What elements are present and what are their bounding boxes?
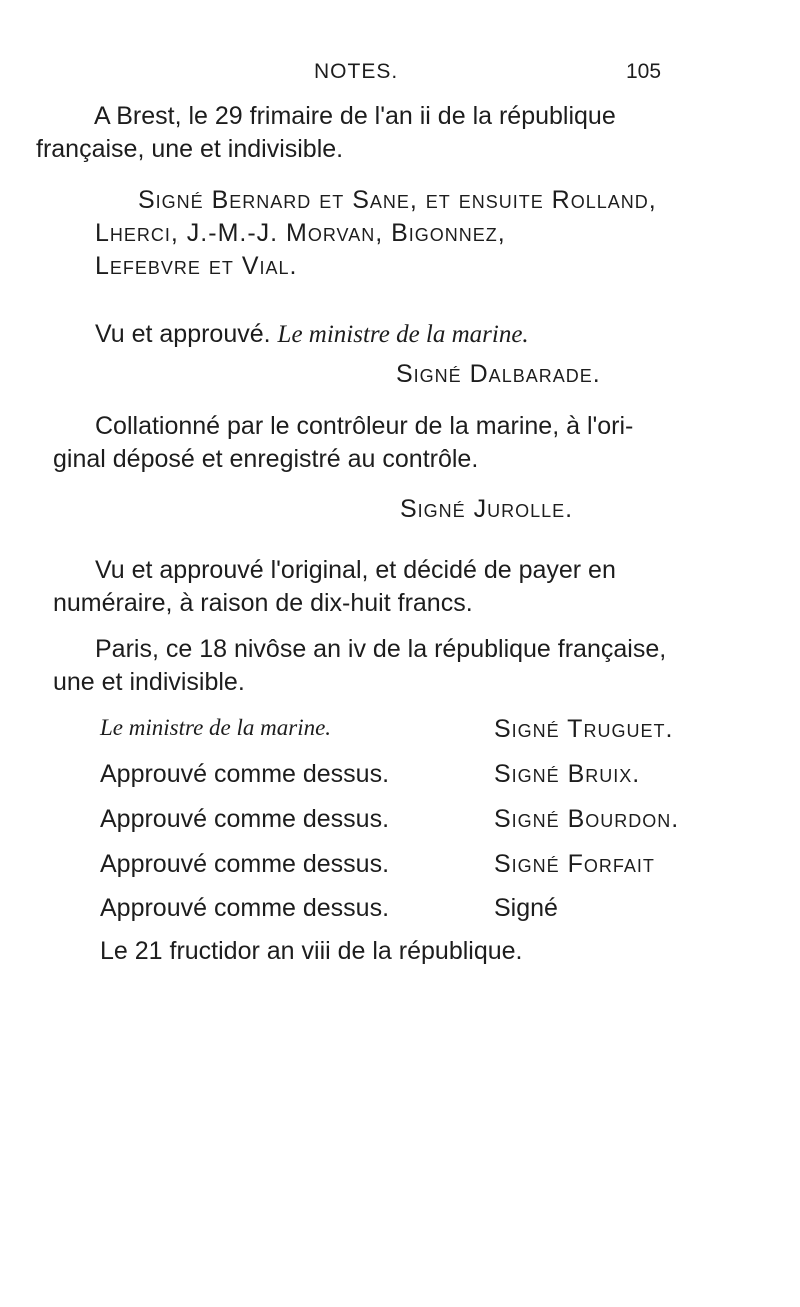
row-left: Approuvé comme dessus. <box>100 850 390 878</box>
paragraph-vu <box>53 554 695 620</box>
paragraph-collation <box>53 410 695 476</box>
signature-row <box>94 805 754 841</box>
text-line: Collationné par le contrôleur de la marine, à l'ori- <box>95 412 634 440</box>
signers-line: Signé Bernard et Sane, et ensuite Rolland, <box>138 186 657 214</box>
header-title: NOTES. <box>314 60 399 83</box>
text-line: ginal déposé et enregistré au contrôle. <box>53 445 479 473</box>
row-right: Signé Truguet. <box>494 715 674 743</box>
signature-row <box>94 715 754 751</box>
text-line: Paris, ce 18 nivôse an iv de la république française, <box>95 635 667 663</box>
signers-line: Lherci, J.-M.-J. Morvan, Bigonnez, <box>95 219 506 247</box>
paragraph-brest <box>36 100 694 166</box>
row-left: Le ministre de la marine. <box>100 715 332 740</box>
final-line: Le 21 fructidor an viii de la république. <box>100 937 523 965</box>
text-line: A Brest, le 29 frimaire de l'an ii de la république <box>94 102 616 130</box>
signature-row <box>94 760 754 796</box>
row-right: Signé <box>494 894 558 922</box>
approval-prefix: Vu et approuvé. <box>95 320 271 348</box>
minister-title: Le ministre de la marine. <box>277 321 529 348</box>
row-left: Approuvé comme dessus. <box>100 805 390 833</box>
signature-row <box>94 850 754 886</box>
text-line: Vu et approuvé l'original, et décidé de payer en <box>95 556 616 584</box>
row-left: Approuvé comme dessus. <box>100 760 390 788</box>
text-line: française, une et indivisible. <box>36 135 344 163</box>
signature-dalbarade: Signé Dalbarade. <box>396 360 601 388</box>
approval-line <box>95 318 529 351</box>
signers-line: Lefebvre et Vial. <box>95 252 298 280</box>
row-right: Signé Bourdon. <box>494 805 680 833</box>
row-right: Signé Bruix. <box>494 760 641 788</box>
signature-row <box>94 894 754 930</box>
signers-block <box>95 184 738 283</box>
row-left: Approuvé comme dessus. <box>100 894 390 922</box>
running-header <box>0 60 800 90</box>
text-line: une et indivisible. <box>53 668 245 696</box>
signature-jurolle: Signé Jurolle. <box>400 495 574 523</box>
text-line: numéraire, à raison de dix-huit francs. <box>53 589 473 617</box>
paragraph-paris <box>53 633 695 699</box>
page-number: 105 <box>626 60 662 83</box>
row-right: Signé Forfait <box>494 850 655 878</box>
